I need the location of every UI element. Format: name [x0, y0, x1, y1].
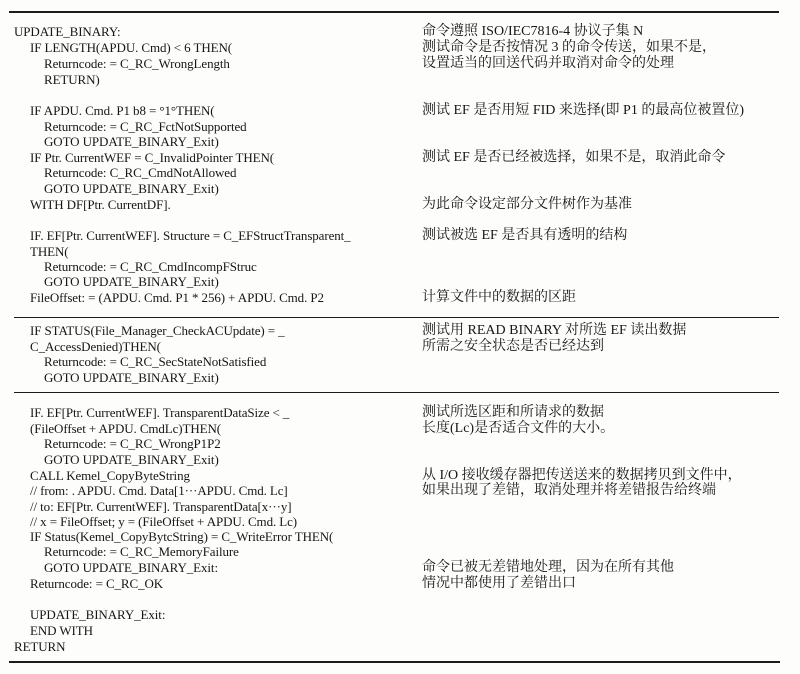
section-divider [14, 317, 779, 318]
comment-line: 测试所选区距和所请求的数据 [422, 405, 604, 420]
code-line: Returncode: = C_RC_WrongP1P2 [44, 436, 221, 451]
code-line: END WITH [30, 623, 93, 638]
code-line: GOTO UPDATE_BINARY_Exit) [44, 274, 219, 289]
comment-line: 测试 EF 是否已经被选择，如果不是，取消此命令 [422, 150, 726, 165]
code-line: (FileOffset + APDU. CmdLc)THEN( [30, 421, 222, 436]
code-line: // x = FileOffset; y = (FileOffset + APDU. Cmd. Lc) [30, 514, 298, 529]
comment-line: 测试用 READ BINARY 对所选 EF 读出数据 [422, 323, 687, 338]
top-rule [9, 11, 779, 13]
bottom-rule [9, 661, 780, 663]
code-line: GOTO UPDATE_BINARY_Exit) [44, 452, 219, 467]
code-line: GOTO UPDATE_BINARY_Exit) [44, 370, 219, 385]
code-line: RETURN [14, 639, 66, 654]
code-line: IF. EF[Ptr. CurrentWEF]. TransparentDataSize < _ [30, 405, 290, 420]
code-line: Returncode: = C_RC_FctNotSupported [44, 119, 247, 134]
code-line: CALL Kemel_CopyByteString [30, 468, 190, 483]
comment-line: 命令已被无差错地处理，因为在所有其他 [422, 560, 674, 575]
section-divider [14, 392, 779, 393]
code-line: GOTO UPDATE_BINARY_Exit) [44, 181, 219, 196]
code-line: Returncode: = C_RC_CmdIncompFStruc [44, 259, 257, 274]
code-line: Returncode: = C_RC_MemoryFailure [44, 544, 239, 559]
comment-line: 命令遵照 ISO/IEC7816-4 协议子集 N [422, 24, 644, 39]
code-line: GOTO UPDATE_BINARY_Exit: [44, 560, 218, 575]
code-line: FileOffset: = (APDU. Cmd. P1 * 256) + APDU. Cmd. P2 [30, 290, 324, 305]
code-line: Returncode: C_RC_CmdNotAllowed [44, 165, 237, 180]
code-line: IF Ptr. CurrentWEF = C_InvalidPointer THEN( [30, 150, 274, 165]
code-line: Returncode: = C_RC_SecStateNotSatisfied [44, 354, 267, 369]
code-line: IF STATUS(File_Manager_CheckACUpdate) = _ [30, 323, 285, 338]
code-line: IF APDU. Cmd. P1 b8 = °1°THEN( [30, 103, 215, 118]
code-line: UPDATE_BINARY: [14, 24, 121, 39]
code-line: // to: EF[Ptr. CurrentWEF]. TransparentData[x···y] [30, 499, 292, 514]
comment-line: 情况中都使用了差错出口 [422, 576, 576, 591]
comment-line: 测试被选 EF 是否具有透明的结构 [422, 228, 628, 243]
comment-line: 长度(Lc)是否适合文件的大小。 [422, 421, 615, 436]
comment-line: 测试命令是否按情况 3 的命令传送，如果不是， [422, 40, 716, 55]
code-line: IF Status(Kemel_CopyBytcString) = C_WriteError THEN( [30, 529, 334, 544]
code-line: Returncode: = C_RC_WrongLength [44, 56, 230, 71]
code-line: WITH DF[Ptr. CurrentDF]. [30, 197, 171, 212]
code-line: THEN( [30, 244, 69, 259]
code-line: IF LENGTH(APDU. Cmd) < 6 THEN( [30, 40, 232, 55]
code-line: GOTO UPDATE_BINARY_Exit) [44, 134, 219, 149]
comment-line: 测试 EF 是否用短 FID 来选择(即 P1 的最高位被置位) [422, 103, 745, 118]
code-line: // from: . APDU. Cmd. Data[1···APDU. Cmd. Lc] [30, 483, 288, 498]
code-line: RETURN) [44, 72, 100, 87]
comment-line: 设置适当的回送代码并取消对命令的处理 [422, 56, 674, 71]
comment-line: 计算文件中的数据的区距 [422, 290, 576, 305]
code-line: C_AccessDenied)THEN( [30, 339, 161, 354]
code-line: IF. EF[Ptr. CurrentWEF]. Structure = C_EFStructTransparent_ [30, 228, 351, 243]
comment-line: 从 I/O 接收缓存器把传送送来的数据拷贝到文件中， [422, 468, 742, 483]
code-line: Returncode: = C_RC_OK [30, 576, 164, 591]
comment-line: 所需之安全状态是否已经达到 [422, 339, 604, 354]
code-line: UPDATE_BINARY_Exit: [30, 607, 166, 622]
comment-line: 为此命令设定部分文件树作为基准 [422, 197, 632, 212]
comment-line: 如果出现了差错，取消处理并将差错报告给终端 [422, 483, 716, 498]
